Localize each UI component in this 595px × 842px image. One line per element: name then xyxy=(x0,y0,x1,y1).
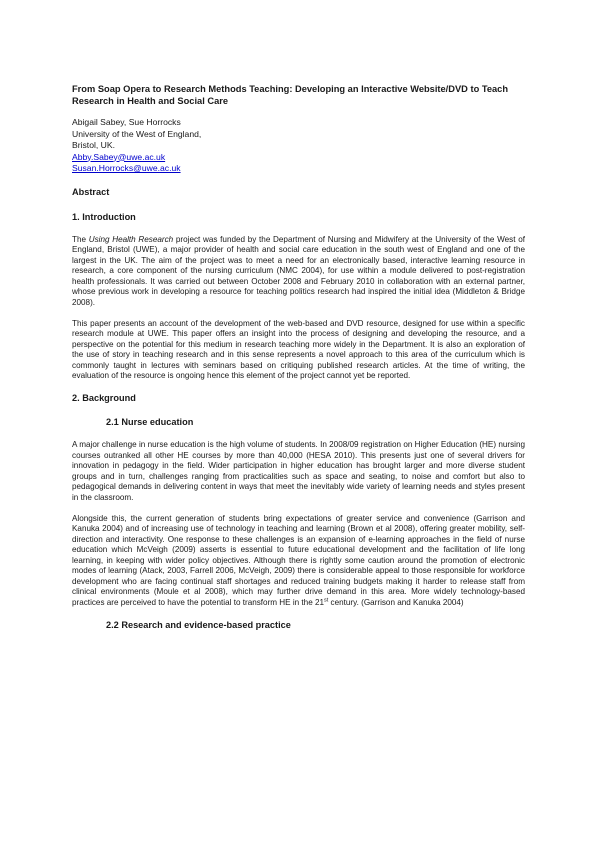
superscript-st: st xyxy=(324,596,329,603)
background-paragraph-2 xyxy=(72,514,525,609)
intro-paragraph-2: This paper presents an account of the development of the web-based and DVD resource, designed for use within a specific research module at UWE. This paper offers an insight into the process of designing and developing the resource, and a perspective on the potential for this medium in research teaching more widely in the Department. It is also an exploration of the use of story in teaching research and in this sense represents a novel approach to this area of the curriculum which is commonly taught in lectures with seminars based on critiquing published research articles. At the time of writing, the evaluation of the resource is ongoing hence this element of the project cannot yet be reported. xyxy=(72,318,525,380)
section-heading-background: 2. Background xyxy=(72,393,136,403)
subsection-heading-research-evidence: 2.2 Research and evidence-based practice xyxy=(106,619,291,630)
affiliation-line-2: Bristol, UK. xyxy=(72,140,115,150)
project-name-italic: Using Health Research xyxy=(88,234,174,244)
background-paragraph-1: A major challenge in nurse education is the high volume of students. In 2008/09 registration on Higher Education (HE) nursing courses outranked all other HE courses by more than 40,000 (HESA 2010). This presents just one of several drivers for innovation in pedagogy in the field. Wider participation in higher education has brought larger and more diverse student groups and in turn, challenges ranging from practicalities such as space and seating, to noise and comfort but also to pedagogical demands in delivering content in ways that meet the inevitably wide variety of learning needs and styles present in the classroom. xyxy=(72,440,525,502)
affiliation-line-1: University of the West of England, xyxy=(72,128,202,139)
subsection-heading-nurse-education: 2.1 Nurse education xyxy=(106,417,194,427)
bg-p2-post: century. (Garrison and Kanuka 2004) xyxy=(328,597,464,607)
email-link-2[interactable]: Susan.Horrocks@uwe.ac.uk xyxy=(72,163,181,173)
authors: Abigail Sabey, Sue Horrocks xyxy=(72,117,181,127)
paper-title: From Soap Opera to Research Methods Teaching: Developing an Interactive Website/DVD to Teach Research in Health and Social Care xyxy=(72,84,509,106)
abstract-heading: Abstract xyxy=(72,186,110,197)
intro-p1-pre: The xyxy=(72,234,89,244)
intro-p1-post: project was funded by the Department of Nursing and Midwifery at the University of the West of England, Bristol (UWE), a major provider of health and social care education in the south west of England and one of the largest in the UK. The aim of the project was to meet a need for an electronically based, interactive learning resource in research, a core component of the nursing curriculum (NMC 2004), for use within a module delivered to post-registration health professionals. It was carried out between October 2008 and February 2010 in collaboration with an external partner, whose previous work in developing a resource for teaching politics research had inspired the initial idea (Middleton & Bridge 2008). xyxy=(72,234,525,307)
email-link-1[interactable]: Abby.Sabey@uwe.ac.uk xyxy=(72,151,166,162)
author-block xyxy=(72,117,525,175)
section-heading-introduction: 1. Introduction xyxy=(72,211,136,222)
page-content xyxy=(72,83,525,643)
bg-p2-pre: Alongside this, the current generation of students bring expectations of greater service and convenience (Garrison and Kanuka 2004) and of increasing use of technology in teaching and learning (Brown et al 2008), offering greater mobility, self-direction and interactivity. One response to these challenges is an expansion of e-learning approaches in the field of nurse education which McVeigh (2009) asserts is essential to future educational development and the facilitation of life long learning, in keeping with wider policy objectives. Although there is rightly some caution around the promotion of electronic modes of learning (Atack, 2003, Farrell 2006, McVeigh, 2009) there is considerable appeal to those responsible for workforce development who are facing continual staff shortages and reduced training budgets making it harder to release staff from clinical environments (Moule et al 2008), which may further drive demand in this area. More widely technology-based practices are perceived to have the potential to transform HE in the 21 xyxy=(72,513,525,607)
intro-paragraph-1 xyxy=(72,235,525,309)
